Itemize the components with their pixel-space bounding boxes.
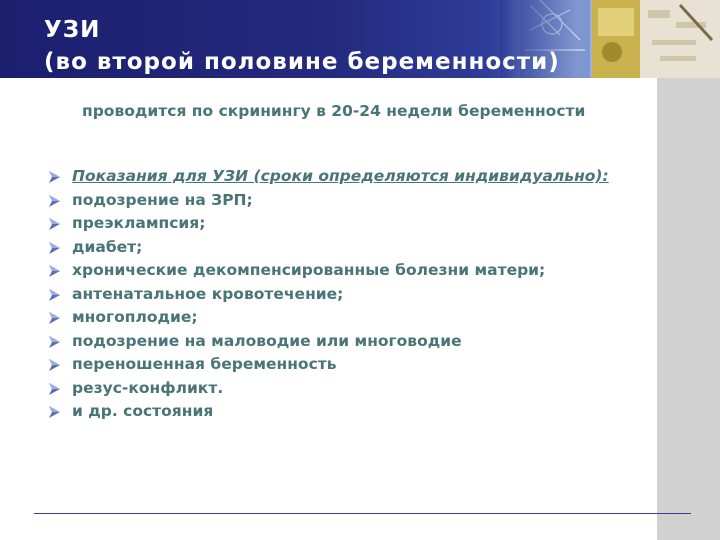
list-item xyxy=(48,238,648,258)
arrow-bullet-icon xyxy=(48,170,62,184)
list-item xyxy=(48,191,648,211)
bottom-divider xyxy=(34,513,691,514)
list-item-text: преэклампсия; xyxy=(72,214,206,232)
list-item-text: многоплодие; xyxy=(72,308,198,326)
indications-list xyxy=(48,167,648,426)
list-item xyxy=(48,285,648,305)
arrow-bullet-icon xyxy=(48,382,62,396)
list-item-text: Показания для УЗИ (сроки определяются индивидуально): xyxy=(72,167,609,185)
list-item-text: диабет; xyxy=(72,237,143,256)
list-item-text: подозрение на ЗРП; xyxy=(72,190,253,209)
arrow-bullet-icon xyxy=(48,335,62,349)
list-item xyxy=(48,214,648,234)
list-item-text: резус-конфликт. xyxy=(72,378,224,397)
list-item xyxy=(48,379,648,399)
list-item-text: подозрение на маловодие или многоводие xyxy=(72,331,462,350)
list-item xyxy=(48,332,648,352)
list-item xyxy=(48,355,648,375)
slide-title: УЗИ (во второй половине беременности) xyxy=(44,17,560,75)
list-item-text: переношенная беременность xyxy=(72,355,337,373)
intro-text: проводится по скринингу в 20-24 недели беременности xyxy=(82,102,586,120)
arrow-bullet-icon xyxy=(48,194,62,208)
arrow-bullet-icon xyxy=(48,288,62,302)
list-item xyxy=(48,402,648,422)
list-item-text: хронические декомпенсированные болезни матери; xyxy=(72,261,546,279)
list-item-text: антенатальное кровотечение; xyxy=(72,284,344,303)
arrow-bullet-icon xyxy=(48,358,62,372)
list-item xyxy=(48,261,648,281)
arrow-bullet-icon xyxy=(48,405,62,419)
arrow-bullet-icon xyxy=(48,311,62,325)
right-side-band xyxy=(657,78,720,540)
arrow-bullet-icon xyxy=(48,217,62,231)
list-item-text: и др. состояния xyxy=(72,402,214,420)
list-item xyxy=(48,308,648,328)
list-heading xyxy=(48,167,648,187)
header-banner xyxy=(0,0,720,78)
arrow-bullet-icon xyxy=(48,241,62,255)
arrow-bullet-icon xyxy=(48,264,62,278)
